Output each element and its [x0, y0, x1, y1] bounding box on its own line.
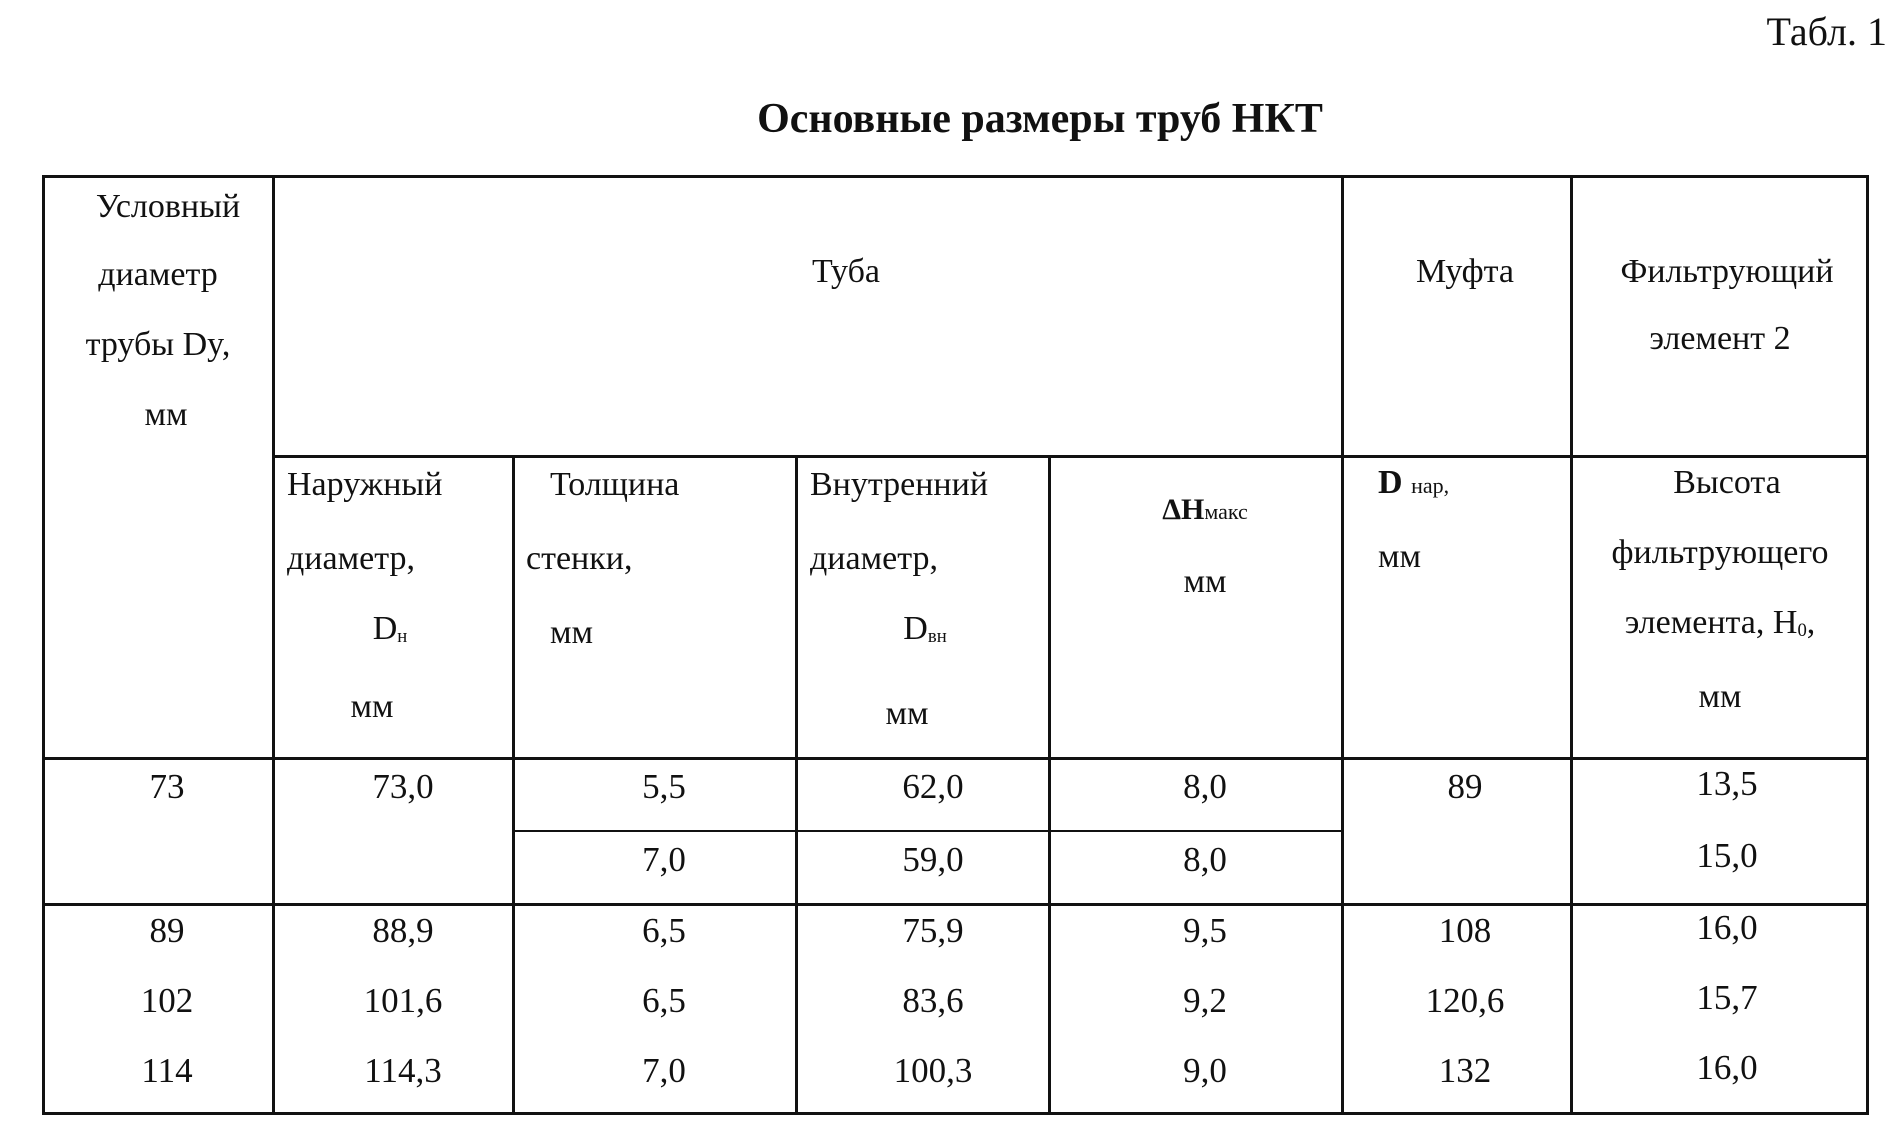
cell-wall-89: 6,5 [642, 911, 686, 950]
header-tuba: Туба [811, 253, 881, 290]
cell-dh-73-b: 8,0 [1183, 840, 1227, 879]
cell-inner-114: 100,3 [893, 1051, 973, 1090]
rule-v5 [1341, 175, 1344, 1115]
cell-dh-114: 9,0 [1183, 1051, 1227, 1090]
header-inner-line-1: Внутренний [810, 466, 989, 503]
cell-outer-89: 88,9 [372, 911, 434, 950]
header-height-unit: мм [1698, 678, 1742, 715]
header-filter-line-2: элемент 2 [1649, 320, 1791, 357]
rule-right [1866, 175, 1869, 1115]
cell-dnar-73: 89 [1447, 767, 1483, 806]
cell-outer-102: 101,6 [363, 981, 443, 1020]
header-mufta: Муфта [1416, 253, 1514, 290]
cell-dh-89: 9,5 [1183, 911, 1227, 950]
header-height-line-2: фильтрующего [1611, 534, 1829, 571]
rule-bottom [42, 1112, 1869, 1115]
header-height-line-3: элемента, $H_0$, [1624, 604, 1816, 641]
cell-inner-102: 83,6 [902, 981, 964, 1020]
rule-split-row [512, 830, 1342, 832]
header-inner-symbol: $D_{вн}$ [903, 610, 947, 647]
cell-dy-89: 89 [149, 911, 185, 950]
rule-top [42, 175, 1869, 178]
header-filter-line-1: Фильтрующий [1620, 253, 1834, 290]
table-title: Основные размеры труб НКТ [757, 96, 1323, 142]
cell-height-89: 16,0 [1696, 908, 1758, 947]
header-wall-unit: мм [550, 614, 594, 651]
cell-height-102: 15,7 [1696, 978, 1758, 1017]
header-height-line-1: Высота [1673, 464, 1781, 501]
cell-dy-114: 114 [141, 1051, 193, 1090]
cell-height-73-a: 13,5 [1696, 764, 1758, 803]
rule-v1 [272, 175, 275, 1115]
rule-v4 [1048, 455, 1051, 1115]
cell-outer-73: 73,0 [372, 767, 434, 806]
header-inner-unit: мм [885, 695, 929, 732]
header-outer-unit: мм [350, 688, 394, 725]
header-dy-line-1: Условный [95, 188, 241, 225]
cell-wall-102: 6,5 [642, 981, 686, 1020]
header-dh-unit: мм [1183, 563, 1227, 600]
header-dy-line-4: мм [144, 396, 188, 433]
rule-header-bottom [42, 757, 1869, 760]
cell-height-114: 16,0 [1696, 1048, 1758, 1087]
rule-v6 [1570, 175, 1573, 1115]
header-inner-line-2: диаметр, [810, 540, 938, 577]
cell-dnar-114: 132 [1438, 1051, 1492, 1090]
cell-wall-114: 7,0 [642, 1051, 686, 1090]
header-dnar-unit: мм [1378, 538, 1422, 575]
cell-dy-102: 102 [140, 981, 194, 1020]
rule-left [42, 175, 45, 1115]
cell-wall-73-a: 5,5 [642, 767, 686, 806]
header-dnar-symbol: D нар, [1378, 464, 1450, 501]
header-dy-line-3: трубы Dy, [85, 326, 231, 363]
header-outer-line-1: Наружный [287, 466, 443, 503]
cell-dy-73: 73 [149, 767, 185, 806]
header-wall-line-2: стенки, [526, 540, 633, 577]
cell-dnar-102: 120,6 [1425, 981, 1505, 1020]
header-dh-symbol: ΔHмакс [1162, 493, 1248, 526]
cell-wall-73-b: 7,0 [642, 840, 686, 879]
rule-group [42, 903, 1869, 906]
cell-inner-73-b: 59,0 [902, 840, 964, 879]
cell-dnar-89: 108 [1438, 911, 1492, 950]
rule-v2 [512, 455, 515, 1115]
header-wall-line-1: Толщина [550, 466, 680, 503]
cell-dh-73-a: 8,0 [1183, 767, 1227, 806]
cell-inner-89: 75,9 [902, 911, 964, 950]
cell-dh-102: 9,2 [1183, 981, 1227, 1020]
cell-height-73-b: 15,0 [1696, 836, 1758, 875]
header-outer-line-2: диаметр, [287, 540, 415, 577]
table-number-label: Табл. 1 [1766, 9, 1887, 54]
header-outer-symbol: $D_н$ [372, 610, 408, 647]
rule-v3 [795, 455, 798, 1115]
header-dy-line-2: диаметр [98, 256, 218, 293]
cell-inner-73-a: 62,0 [902, 767, 964, 806]
cell-outer-114: 114,3 [364, 1051, 442, 1090]
